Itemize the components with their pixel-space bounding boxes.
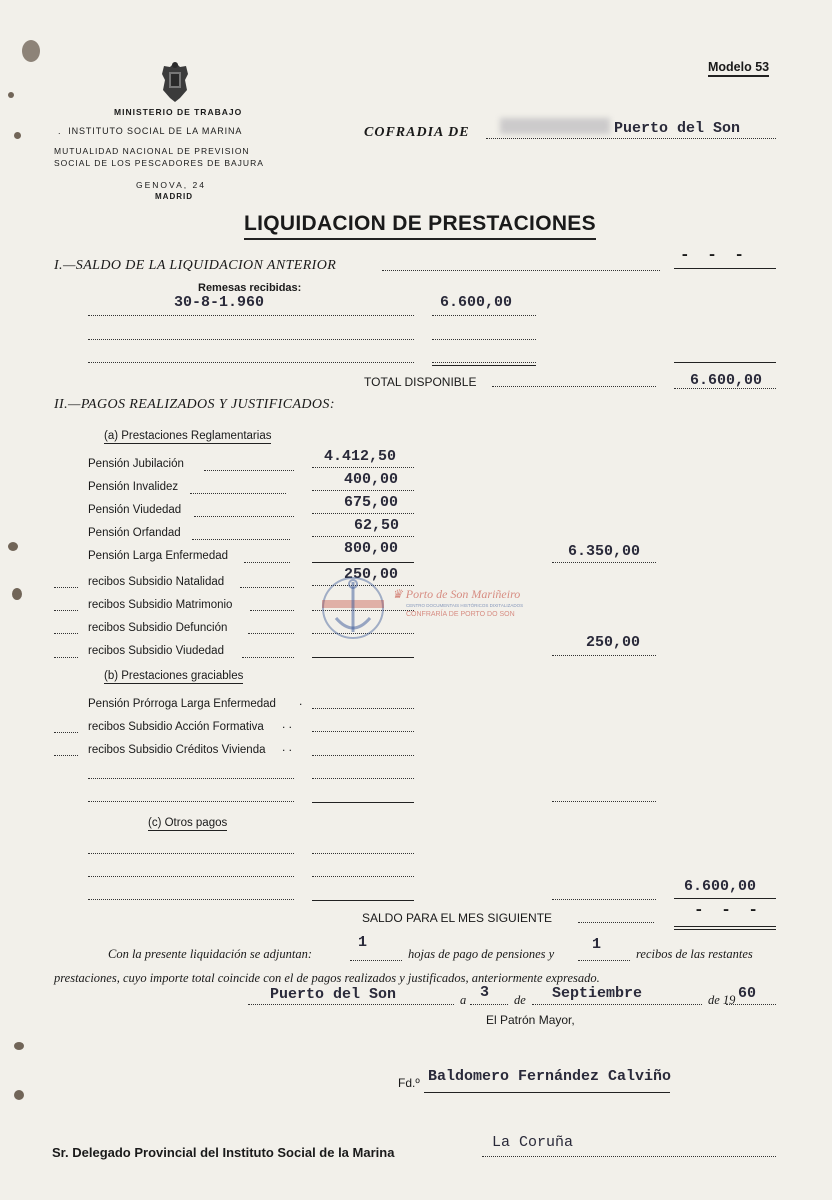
creditos-vivienda-label: recibos Subsidio Créditos Vivienda [88,744,266,756]
pension-larga-enfermedad-value: 800,00 [344,540,399,557]
count-blank [54,633,78,634]
subtotal-pensiones-value: 6.350,00 [568,543,641,560]
previous-balance-line [674,268,776,269]
stamp-text: ♛ Porto de Son Mariñeiro [392,587,521,601]
place-line [248,1004,454,1005]
leader-dot: . . [282,717,293,731]
total-line [674,362,776,363]
blank-line [88,876,294,877]
subsidio-viudedad-label: recibos Subsidio Viudedad [88,645,224,657]
cofradia-line [486,138,776,139]
closing-de1: de [514,993,526,1007]
total-disponible-leader [492,386,656,387]
closing-text-1a: Con la presente liquidación se adjuntan: [108,947,313,961]
month-line [532,1004,702,1005]
pension-invalidez-label: Pensión Invalidez [88,481,179,493]
amount-sum-line [312,802,414,803]
total-disponible-value: 6.600,00 [690,372,763,389]
document-title: LIQUIDACION DE PRESTACIONES [244,212,596,240]
saldo-line-double [674,929,776,930]
subtotal-line [552,801,656,802]
subsection-b-label: (b) Prestaciones graciables [104,670,244,682]
anchor-stamp-icon [318,572,388,642]
recipient-value: La Coruña [492,1134,574,1151]
closing-de2: de 19 [708,993,736,1007]
ink-stain [14,1090,24,1100]
closing-text-1c: recibos de las restantes [636,947,753,961]
leader-dots [204,470,294,471]
amount-line [312,536,414,537]
pension-viudedad-label: Pensión Viudedad [88,504,182,516]
remesa-sum-line [432,365,536,366]
subsidio-natalidad-value: 250,00 [344,566,399,583]
pension-jubilacion-value: 4.412,50 [324,448,397,465]
amount-line [312,490,414,491]
pension-orfandad-value: 62,50 [354,517,400,534]
subsidio-defuncion-label: recibos Subsidio Defunción [88,622,228,634]
saldo-label: SALDO PARA EL MES SIGUIENTE [362,911,553,925]
subtotal-line [552,562,656,563]
section-1-label: I.—SALDO DE LA LIQUIDACION ANTERIOR [54,258,337,273]
ink-stain [14,132,21,139]
count-blank [54,732,78,733]
amount-line [312,755,414,756]
amount-line [312,853,414,854]
total-pagos-line [674,898,776,899]
remesa-line [88,315,414,316]
hojas-line [350,960,402,961]
amount-sum-line [312,900,414,901]
total-disponible-label: TOTAL DISPONIBLE [364,375,477,389]
amount-line [312,778,414,779]
closing-a: a [460,993,467,1007]
year-line [726,1004,776,1005]
blank-line [88,778,294,779]
stamp-subtext: CENTRO DOCUMENTAIS HISTÓRICOS DIXITALIZADOS [406,603,524,608]
leader-dots [240,587,294,588]
previous-balance-value: - - - [680,246,749,264]
leader-dots [242,657,294,658]
total-disponible-line [674,388,776,389]
redaction-blur [500,118,610,134]
patron-label: El Patrón Mayor, [486,1013,575,1027]
pension-jubilacion-label: Pensión Jubilación [88,458,184,470]
amount-sum-line [312,562,414,563]
accion-formativa-label: recibos Subsidio Acción Formativa [88,721,264,733]
count-blank [54,657,78,658]
mutualidad-line-2: SOCIAL DE LOS PESCADORES DE BAJURA [54,158,264,168]
day-line [470,1004,508,1005]
closing-text-1b: hojas de pago de pensiones y [408,947,555,961]
count-blank [54,755,78,756]
subtotal-line [552,899,656,900]
signature-line [424,1092,670,1093]
institute-name: . INSTITUTO SOCIAL DE LA MARINA [58,126,243,136]
ministry-name: MINISTERIO DE TRABAJO [114,107,243,117]
leader-dots [190,493,286,494]
section-1-leader [382,270,660,271]
recibos-line [578,960,630,961]
ink-stain [14,1042,24,1050]
leader-dots [192,539,290,540]
recipient-label: Sr. Delegado Provincial del Instituto Social de la Marina [52,1145,395,1160]
pension-larga-enfermedad-label: Pensión Larga Enfermedad [88,550,229,562]
section-2-label: II.—PAGOS REALIZADOS Y JUSTIFICADOS: [54,397,335,412]
prorroga-label: Pensión Prórroga Larga Enfermedad [88,698,276,710]
leader-dots [244,562,290,563]
subtotal-recibos-value: 250,00 [586,634,641,651]
remesa-amount: 6.600,00 [440,294,513,311]
amount-line [312,731,414,732]
count-blank [54,610,78,611]
subsidio-natalidad-label: recibos Subsidio Natalidad [88,576,225,588]
saldo-line [674,926,776,927]
cofradia-label: COFRADIA DE [364,125,470,140]
year-value: 60 [738,985,757,1002]
leader-dots [250,610,294,611]
subtotal-line [552,655,656,656]
remesa-date: 30-8-1.960 [174,294,265,311]
leader-dots [248,633,294,634]
signature-name: Baldomero Fernández Calviño [428,1068,672,1085]
fdo-label: Fd.º [398,1076,420,1090]
stamp-subtext: CONFRARÍA DE PORTO DO SON [406,611,515,618]
amount-line [312,876,414,877]
amount-sum-line [312,657,414,658]
leader-dot: . . [282,740,293,754]
remesa-amount-line [432,339,536,340]
amount-line [312,513,414,514]
mutualidad-line-1: MUTUALIDAD NACIONAL DE PREVISION [54,146,250,156]
form-model-number: Modelo 53 [708,60,769,77]
recibos-count: 1 [592,936,602,953]
remesa-line [88,339,414,340]
pension-invalidez-value: 400,00 [344,471,399,488]
leader-dots [194,516,294,517]
saldo-leader [578,922,654,923]
count-blank [54,587,78,588]
amount-line [312,467,414,468]
ink-stain [12,588,22,600]
day-value: 3 [480,984,490,1001]
amount-line [312,708,414,709]
blank-line [88,801,294,802]
closing-text-2: prestaciones, cuyo importe total coincide con el de pagos realizados y justificados, anteriormente expresado. [54,971,600,985]
place-value: Puerto del Son [270,986,397,1003]
subsection-c-label: (c) Otros pagos [148,817,228,829]
remesa-amount-line [432,315,536,316]
month-value: Septiembre [552,985,643,1002]
saldo-value: - - - [694,901,763,919]
ink-stain [8,92,14,98]
remesas-label: Remesas recibidas: [198,282,302,294]
coat-of-arms-icon [158,60,192,104]
remesa-line [88,362,414,363]
subsection-a-label: (a) Prestaciones Reglamentarias [104,430,272,442]
recipient-line [482,1156,776,1157]
pension-orfandad-label: Pensión Orfandad [88,527,181,539]
pension-viudedad-value: 675,00 [344,494,399,511]
blank-line [88,899,294,900]
hojas-count: 1 [358,934,368,951]
ink-stain [22,40,40,62]
address-city: MADRID [155,192,193,201]
blank-line [88,853,294,854]
ink-stain [8,542,18,551]
cofradia-value: Puerto del Son [614,120,741,137]
address-street: GENOVA, 24 [136,180,206,190]
remesa-amount-line [432,362,536,363]
subsidio-matrimonio-label: recibos Subsidio Matrimonio [88,599,233,611]
leader-dot: . [299,694,303,708]
total-pagos-value: 6.600,00 [684,878,757,895]
